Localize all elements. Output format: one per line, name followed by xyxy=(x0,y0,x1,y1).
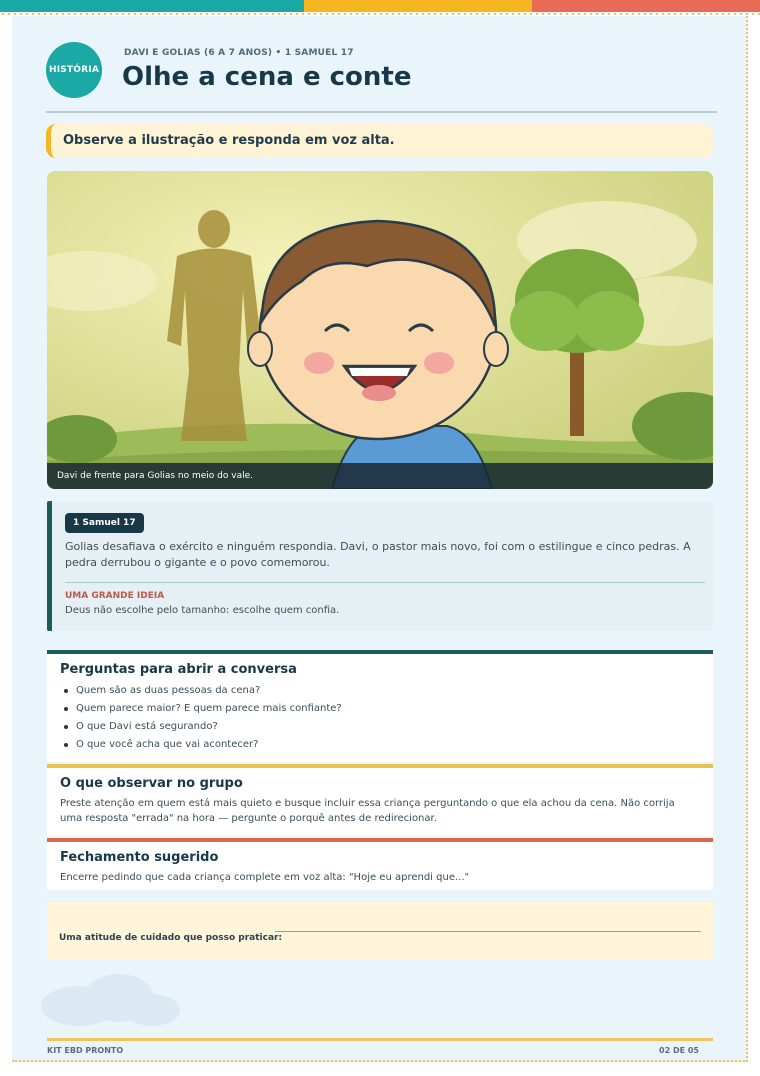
scene-illustration xyxy=(47,171,713,489)
card-divider xyxy=(65,582,705,583)
story-summary: Golias desafiava o exército e ninguém respondia. Davi, o pastor mais novo, foi com o estilingue e cinco pedras. A pedra derrubou o gigante e o povo comemorou. xyxy=(65,540,691,569)
questions-list xyxy=(60,682,700,754)
scene-drawing xyxy=(47,171,713,489)
write-in-line[interactable] xyxy=(275,931,701,932)
questions-title: Perguntas para abrir a conversa xyxy=(60,662,297,677)
attitude-writing-box xyxy=(47,902,713,960)
closing-title: Fechamento sugerido xyxy=(60,850,219,865)
footer-brand: KIT EBD PRONTO xyxy=(47,1046,124,1055)
question-item: O que você acha que vai acontecer? xyxy=(60,736,700,754)
lesson-kicker: DAVI E GOLIAS (6 A 7 ANOS) • 1 SAMUEL 17 xyxy=(124,48,354,58)
top-color-bar xyxy=(0,0,760,12)
footer-divider xyxy=(47,1038,713,1041)
top-bar-teal xyxy=(0,0,304,12)
header-divider xyxy=(46,111,717,113)
questions-box xyxy=(47,650,713,762)
closing-text: Encerre pedindo que cada criança complete em voz alta: "Hoje eu aprendi que..." xyxy=(60,872,470,883)
page-number: 02 DE 05 xyxy=(659,1046,699,1055)
top-bar-coral xyxy=(532,0,760,12)
instruction-callout: Observe a ilustração e responda em voz alta. xyxy=(46,124,713,158)
scripture-tag: 1 Samuel 17 xyxy=(65,513,144,533)
observe-box xyxy=(47,764,713,836)
cloud-decoration xyxy=(34,968,184,1028)
question-item: Quem são as duas pessoas da cena? xyxy=(60,682,700,700)
category-badge: HISTÓRIA xyxy=(46,42,102,98)
bible-reference-card xyxy=(47,501,713,631)
big-idea-label: UMA GRANDE IDEIA xyxy=(65,591,165,601)
observe-title: O que observar no grupo xyxy=(60,776,243,791)
question-item: Quem parece maior? E quem parece mais confiante? xyxy=(60,700,700,718)
observe-text: Preste atenção em quem está mais quieto e busque incluir essa criança perguntando o que ela achou da cena. Não corrija uma resposta "errada" na hora — pergunte o porquê antes de redirecionar. xyxy=(60,798,675,824)
closing-box xyxy=(47,838,713,890)
scene-caption: Davi de frente para Golias no meio do vale. xyxy=(47,463,713,489)
big-idea-text: Deus não escolhe pelo tamanho: escolhe quem confia. xyxy=(65,605,340,616)
attitude-label: Uma atitude de cuidado que posso praticar: xyxy=(59,933,283,943)
question-item: O que Davi está segurando? xyxy=(60,718,700,736)
worksheet-page xyxy=(12,16,748,1062)
page-title: Olhe a cena e conte xyxy=(122,62,412,92)
top-bar-yellow xyxy=(304,0,532,12)
